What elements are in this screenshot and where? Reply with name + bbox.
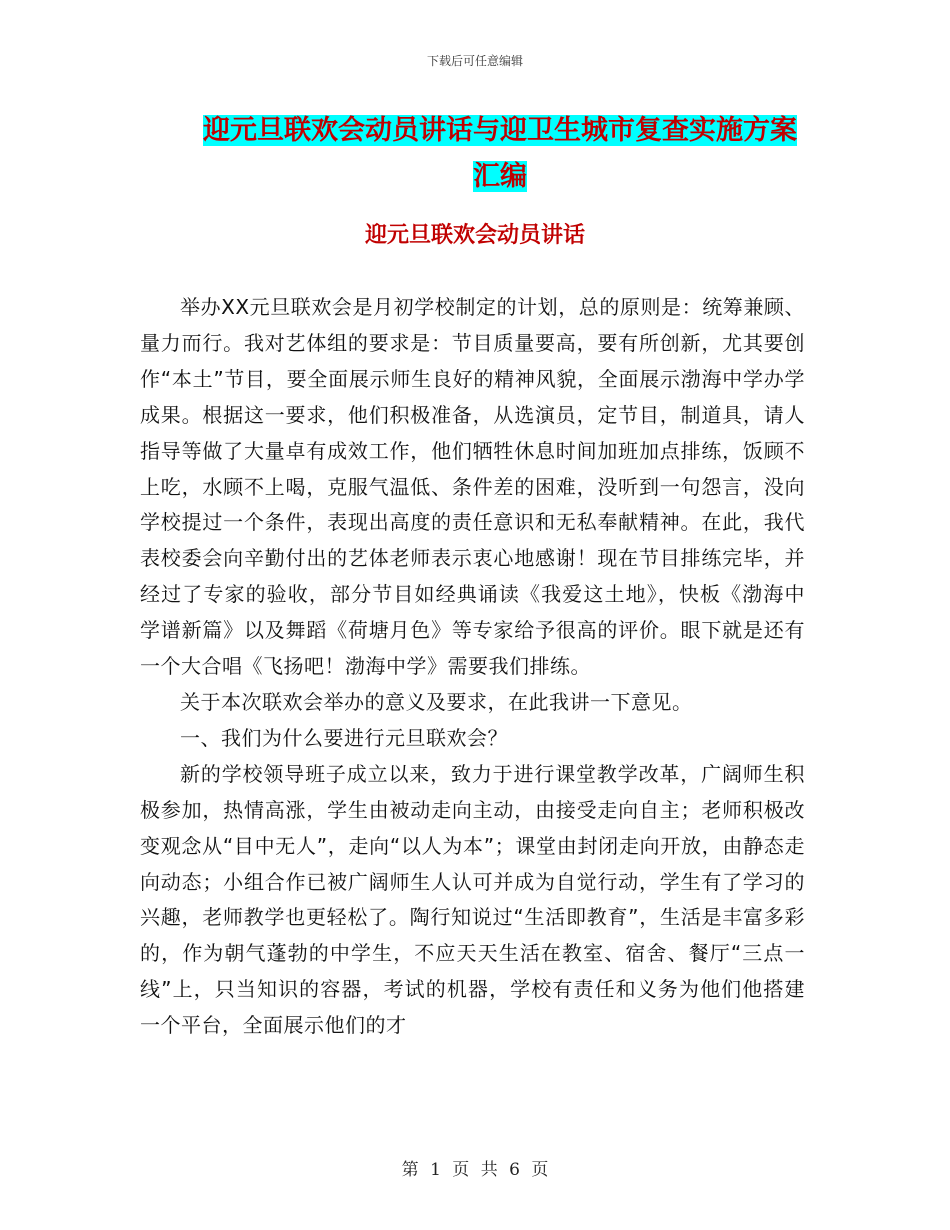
paragraph: 关于本次联欢会举办的意义及要求，在此我讲一下意见。 (180, 689, 693, 714)
section-title: 迎元旦联欢会动员讲话 (364, 222, 585, 248)
document-body (140, 290, 805, 1044)
paragraph: 一、我们为什么要进行元旦联欢会？ (180, 725, 508, 750)
paragraph: 新的学校领导班子成立以来，致力于进行课堂教学改革，广阔师生积极参加，热情高涨，学生由被动走向主动，由接受走向自主；老师积极改变观念从“目中无人”，走向“以人为本”；课堂由封闭走向开放，由静态走向动态；小组合作已被广阔师生人认可并成为自觉行动，学生有了学习的兴趣，老师教学也更轻松了。陶行知说过“生活即教育”，生活是丰富多彩的，作为朝气蓬勃的中学生，不应天天生活在教室、宿舍、餐厅“三点一线”上，只当知识的容器，考试的机器，学校有责任和义务为他们他搭建一个平台，全面展示他们的才 (140, 761, 805, 1038)
page-number: 第 1 页 共 6 页 (401, 1160, 549, 1180)
document-title (190, 108, 810, 200)
document-title-text: 迎元旦联欢会动员讲话与迎卫生城市复查实施方案汇编 (203, 115, 797, 192)
paragraph: 举办XX元旦联欢会是月初学校制定的计划，总的原则是：统筹兼顾、量力而行。我对艺体组的要求是：节目质量要高，要有所创新，尤其要创作“本土”节目，要全面展示师生良好的精神风貌，全面展示渤海中学办学成果。根据这一要求，他们积极准备，从选演员，定节目，制道具，请人指导等做了大量卓有成效工作，他们牺牲休息时间加班加点排练，饭顾不上吃，水顾不上喝，克服气温低、条件差的困难，没听到一句怨言，没向学校提过一个条件，表现出高度的责任意识和无私奉献精神。在此，我代表校委会向辛勤付出的艺体老师表示衷心地感谢！现在节目排练完毕，并经过了专家的验收，部分节目如经典诵读《我爱这土地》，快板《渤海中学谱新篇》以及舞蹈《荷塘月色》等专家给予很高的评价。眼下就是还有一个大合唱《飞扬吧！渤海中学》需要我们排练。 (140, 295, 805, 679)
header-note: 下载后可任意编辑 (426, 54, 523, 68)
